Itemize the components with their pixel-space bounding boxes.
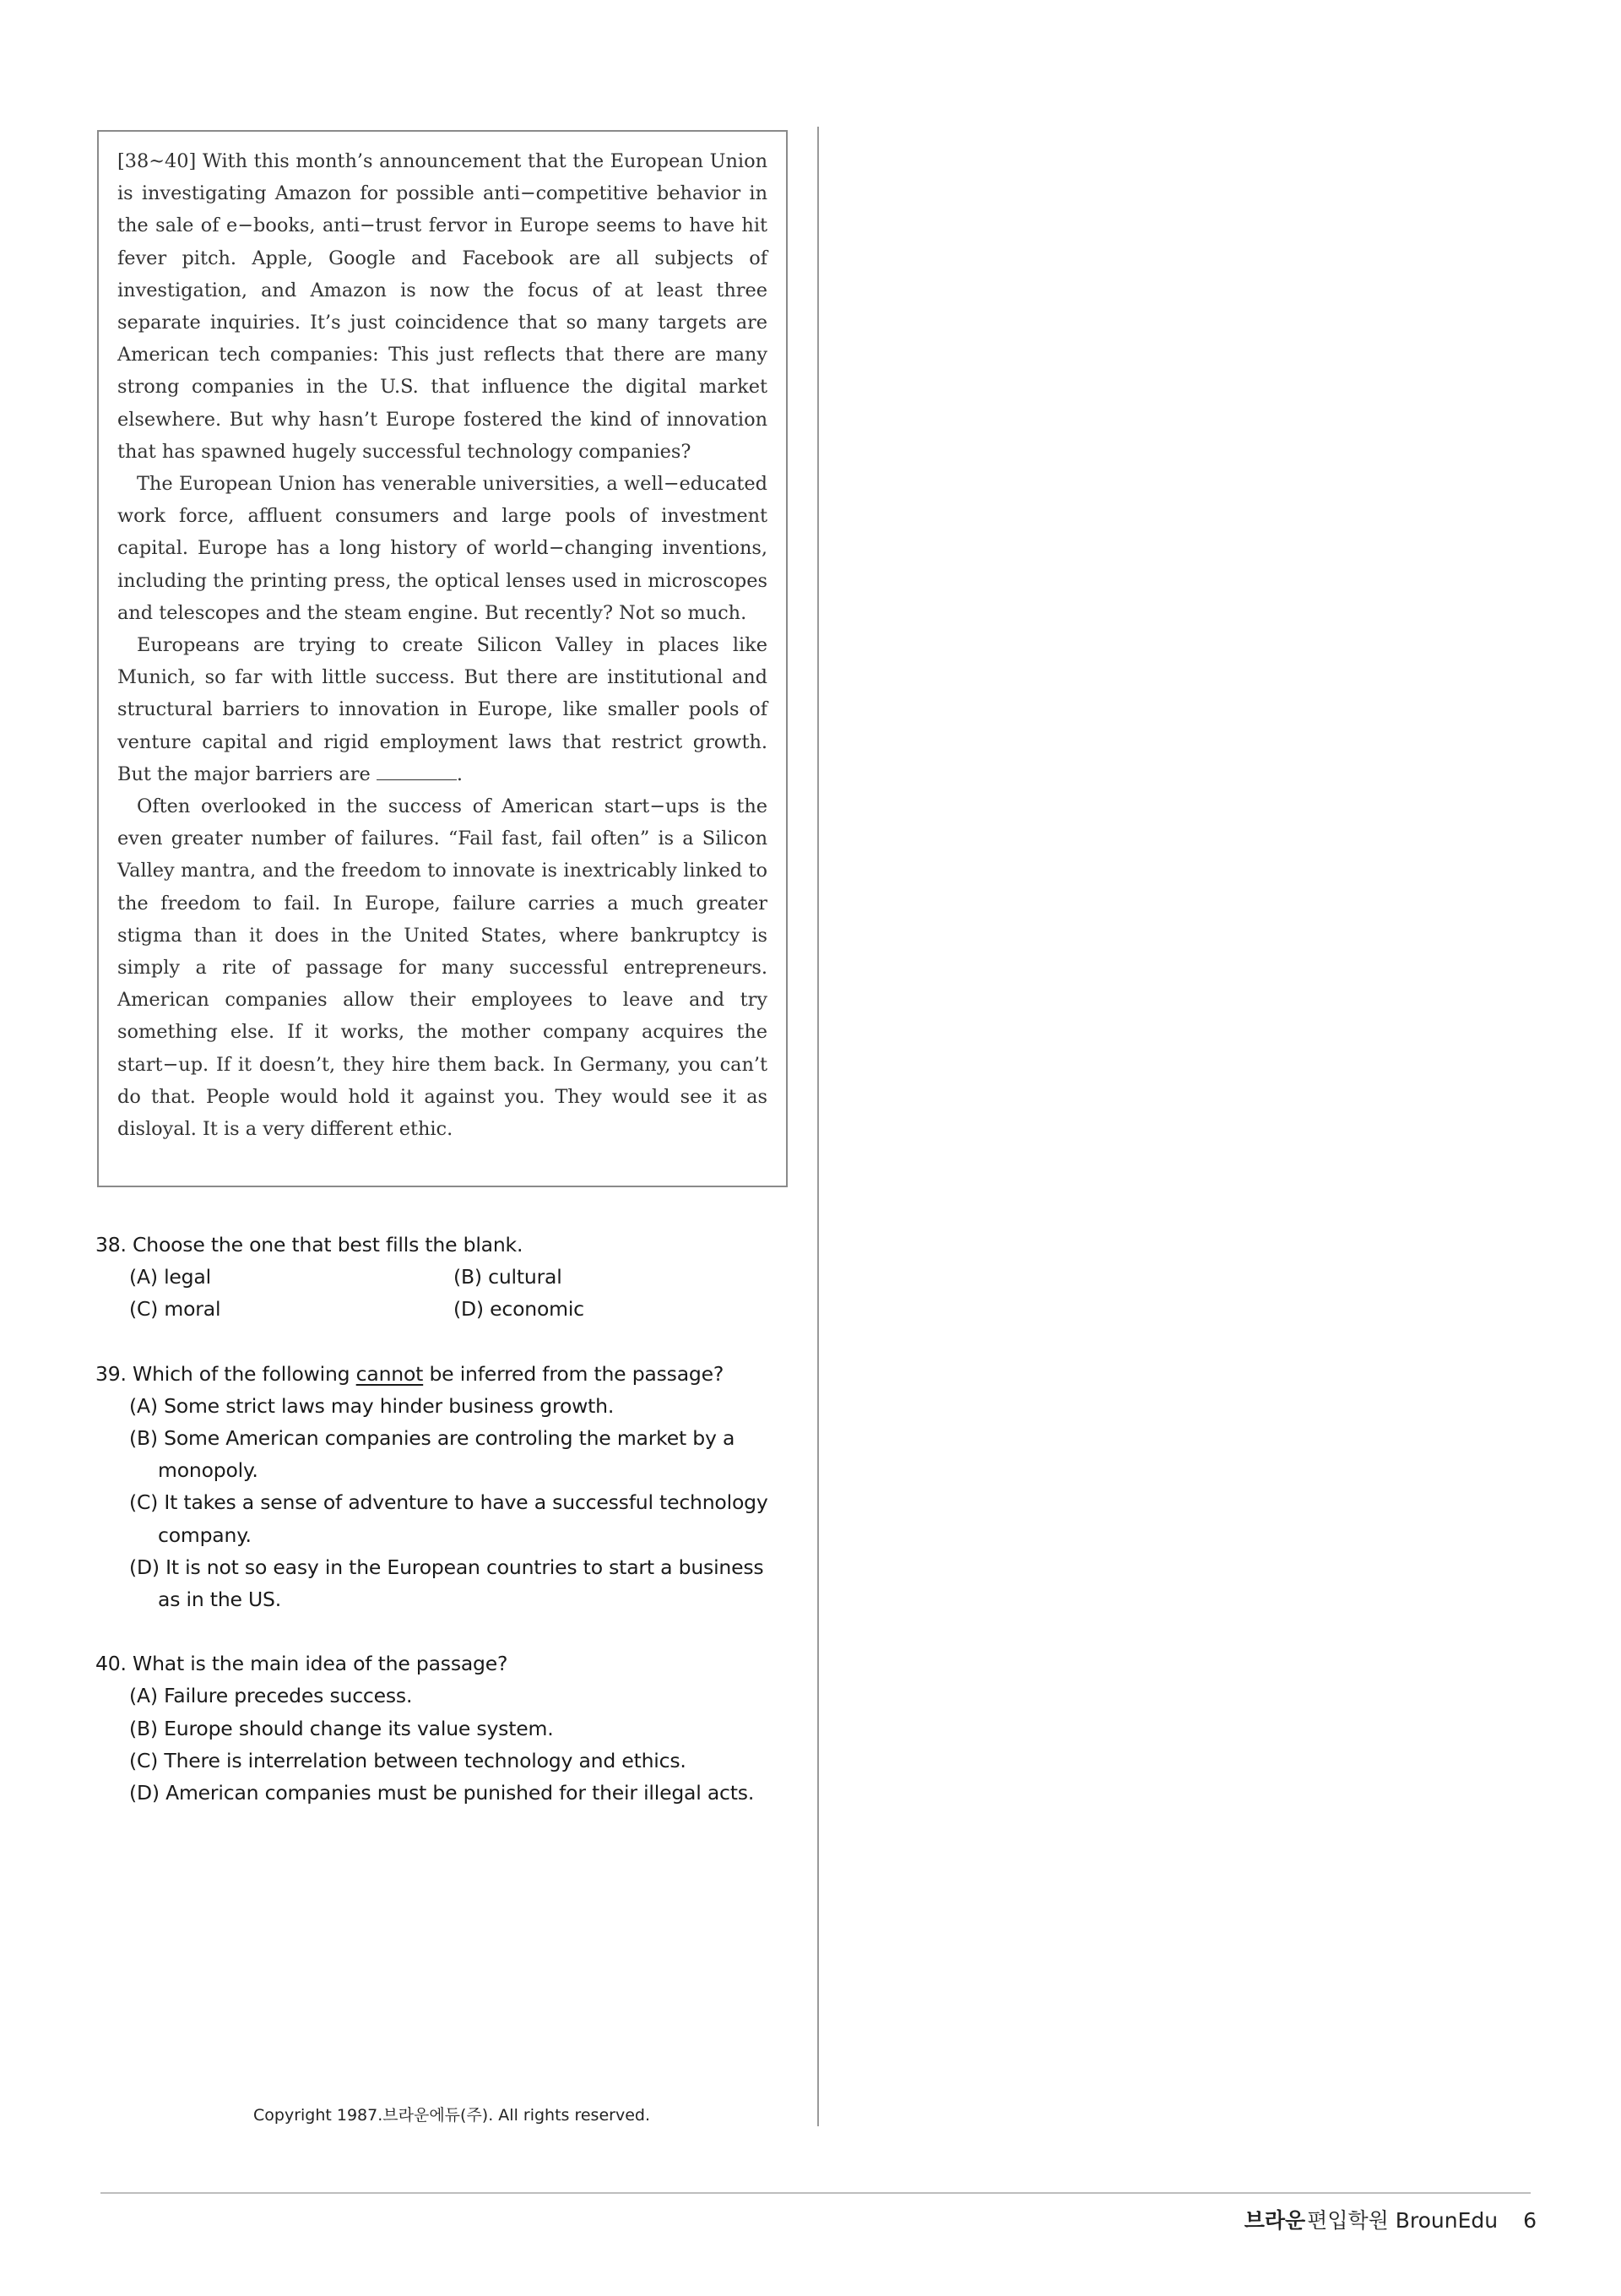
question-38 bbox=[95, 1229, 788, 1326]
question-40-option-c[interactable]: (C) There is interrelation between technology and ethics. bbox=[129, 1748, 686, 1772]
question-38-options bbox=[129, 1261, 788, 1325]
question-38-option-c[interactable]: (C) moral bbox=[129, 1297, 221, 1322]
brand-name-bold: 브라운 bbox=[1244, 2208, 1306, 2233]
passage-paragraph-3-text: Europeans are trying to create Silicon Valley in places like Munich, so far with little success. But there are institutional and structural barriers to innovation in Europe, like smaller pools of venture capital and rigid employment laws that restrict growth. bbox=[117, 634, 767, 753]
question-39-stem bbox=[95, 1358, 788, 1390]
blank-sentence-lead: But the major barriers are bbox=[117, 763, 371, 785]
question-39-option-a[interactable]: (A) Some strict laws may hinder business growth. bbox=[129, 1393, 615, 1418]
passage-paragraph-4: Often overlooked in the success of American start−ups is the even greater number of failures. “Fail fast, fail often” is a Silicon Valley mantra, and the freedom to innovate is inextricably linked to the freedom to fail. In Europe, failure carries a much greater stigma than it does in the United States, where bankruptcy is simply a rite of passage for many successful entrepreneurs. American companies allow their employees to leave and try something else. If it works, the mother company acquires the start−up. If it doesn’t, they hire them back. In Germany, you can’t do that. People would hold it against you. They would see it as disloyal. It is a very different ethic. bbox=[117, 795, 767, 1141]
question-38-stem: 38. Choose the one that best fills the blank. bbox=[95, 1233, 523, 1257]
passage-paragraph-3 bbox=[117, 629, 767, 790]
passage-paragraph-1: [38~40] With this month’s announcement that the European Union is investigating Amazon for possible anti−competitive behavior in the sale of e−books, anti−trust fervor in Europe seems to have hit fever pitch. Apple, Google and Facebook are all subjects of investigation, and Amazon is now the focus of at least three separate inquiries. It’s just coincidence that so many targets are American tech companies: This just reflects that there are many strong companies in the U.S. that influence the digital market elsewhere. But why hasn’t Europe fostered the kind of innovation that has spawned hugely successful technology companies? bbox=[117, 150, 767, 463]
passage-paragraph-2: The European Union has venerable universities, a well−educated work force, affluent consumers and large pools of investment capital. Europe has a long history of world−changing inventions, including the printing press, the optical lenses used in microscopes and telescopes and the steam engine. But recently? Not so much. bbox=[117, 473, 767, 624]
brand-name-rest: 편입학원 BrounEdu bbox=[1307, 2208, 1499, 2233]
question-40-stem: 40. What is the main idea of the passage? bbox=[95, 1652, 508, 1676]
question-40 bbox=[95, 1647, 788, 1809]
column-divider bbox=[817, 127, 819, 2126]
question-39-option-c[interactable]: (C) It takes a sense of adventure to have a successful technology company. bbox=[129, 1490, 768, 1547]
question-38-option-d[interactable]: (D) economic bbox=[453, 1297, 584, 1322]
copyright-notice: Copyright 1987.브라운에듀(주). All rights reserved. bbox=[253, 2106, 650, 2125]
page-footer bbox=[1244, 2204, 1537, 2234]
question-38-option-a[interactable]: (A) legal bbox=[129, 1265, 211, 1289]
answer-blank bbox=[377, 761, 457, 780]
footer-divider bbox=[100, 2192, 1531, 2194]
question-list bbox=[95, 1229, 788, 1841]
question-39-stem-tail: be inferred from the passage? bbox=[429, 1361, 724, 1386]
question-40-option-d[interactable]: (D) American companies must be punished for their illegal acts. bbox=[129, 1781, 755, 1805]
question-39-option-b[interactable]: (B) Some American companies are controling the market by a monopoly. bbox=[129, 1426, 735, 1483]
question-40-option-a[interactable]: (A) Failure precedes success. bbox=[129, 1684, 413, 1708]
page-number: 6 bbox=[1523, 2208, 1537, 2233]
question-39-stem-lead: 39. Which of the following bbox=[95, 1361, 350, 1386]
question-38-option-b[interactable]: (B) cultural bbox=[453, 1265, 562, 1289]
question-39-stem-underlined: cannot bbox=[355, 1361, 424, 1386]
passage-box bbox=[97, 130, 788, 1187]
question-39 bbox=[95, 1358, 788, 1616]
blank-sentence-end: . bbox=[456, 763, 463, 785]
question-40-option-b[interactable]: (B) Europe should change its value system. bbox=[129, 1716, 554, 1740]
question-39-option-d[interactable]: (D) It is not so easy in the European countries to start a business as in the US. bbox=[129, 1555, 764, 1612]
